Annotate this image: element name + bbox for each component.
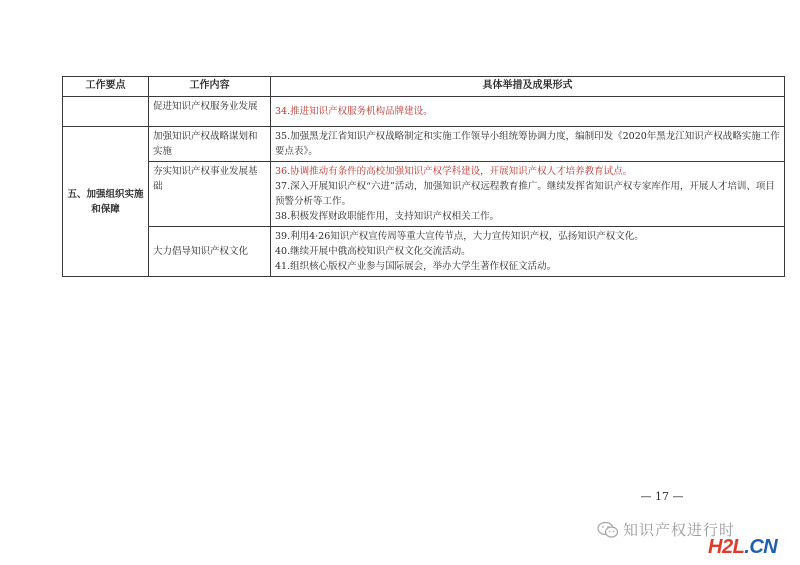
measure-item: 40.继续开展中俄高校知识产权文化交流活动。 <box>275 246 471 257</box>
page-number: — 17 — <box>640 490 684 503</box>
header-work-point: 工作要点 <box>63 77 149 97</box>
measure-item: 38.积极发挥财政职能作用，支持知识产权相关工作。 <box>275 211 500 222</box>
work-content-cell: 加强知识产权战略谋划和实施 <box>149 127 271 162</box>
measures-cell <box>271 127 785 162</box>
measure-item: 37.深入开展知识产权“六进”活动，加强知识产权远程教育推广。继续发挥省知识产权专家库作用，开展人才培训、项目预警分析等工作。 <box>275 181 775 207</box>
measures-cell <box>271 227 785 277</box>
measure-item: 41.组织核心版权产业参与国际展会，举办大学生著作权征文活动。 <box>275 261 557 272</box>
category-cell: 五、加强组织实施和保障 <box>63 127 149 277</box>
header-work-content: 工作内容 <box>149 77 271 97</box>
category-cell-top <box>63 97 149 127</box>
logo-cn: .CN <box>744 536 778 558</box>
table-row <box>63 162 785 227</box>
measure-item: 39.利用4·26知识产权宣传周等重大宣传节点，大力宣传知识产权，弘扬知识产权文化。 <box>275 231 644 242</box>
table-row <box>63 127 785 162</box>
site-logo <box>708 536 777 559</box>
table-row <box>63 227 785 277</box>
wechat-icon <box>597 521 619 539</box>
watermark-text: 知识产权进行时 <box>623 521 736 539</box>
work-content-cell: 大力倡导知识产权文化 <box>149 227 271 277</box>
measures-cell <box>271 97 785 127</box>
measure-item: 34.推进知识产权服务机构品牌建设。 <box>275 106 433 117</box>
work-plan-table <box>62 76 785 277</box>
logo-h2l: H2L <box>708 536 745 558</box>
header-measures: 具体举措及成果形式 <box>271 77 785 97</box>
table-row <box>63 97 785 127</box>
work-content-cell: 夯实知识产权事业发展基础 <box>149 162 271 227</box>
work-content-cell: 促进知识产权服务业发展 <box>149 97 271 127</box>
table-header-row <box>63 77 785 97</box>
measure-item: 36.协调推动有条件的高校加强知识产权学科建设，开展知识产权人才培养教育试点。 <box>275 166 633 177</box>
measure-item: 35.加强黑龙江省知识产权战略制定和实施工作领导小组统筹协调力度，编制印发《2020年黑龙江知识产权战略实施工作要点表》。 <box>275 131 780 157</box>
measures-cell <box>271 162 785 227</box>
